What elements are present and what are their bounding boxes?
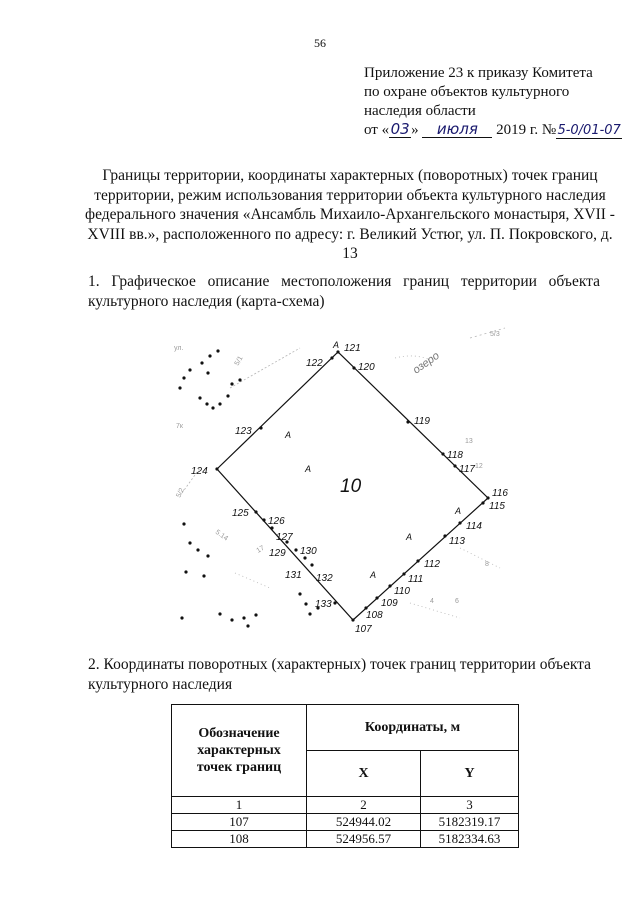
- coord-y: 5182334.63: [421, 831, 519, 848]
- point-id: 108: [172, 831, 307, 848]
- boundary-point-124: [215, 467, 218, 470]
- svg-text:13: 13: [465, 438, 473, 445]
- appendix-line-2: по охране объектов культурного: [364, 84, 570, 100]
- svg-text:4: 4: [430, 598, 434, 605]
- coord-x: 524944.02: [307, 814, 421, 831]
- lake-label: озеро: [410, 349, 442, 377]
- header-y: Y: [421, 751, 519, 797]
- svg-text:6: 6: [455, 598, 459, 605]
- date-day: 03: [390, 120, 410, 138]
- header-coordinates: Координаты, м: [307, 705, 519, 751]
- appendix-header: [364, 64, 640, 140]
- boundary-point-110: [388, 584, 391, 587]
- boundary-point-121: [336, 350, 339, 353]
- boundary-point-label-121: 121: [344, 343, 361, 354]
- date-year: 2019 г. №: [496, 122, 557, 138]
- table-row: [172, 814, 519, 831]
- boundary-point-113: [443, 534, 446, 537]
- boundary-point-label-108: 108: [366, 610, 383, 621]
- boundary-point-label-119: 119: [414, 416, 430, 427]
- section-2-heading: 2. Координаты поворотных (характерных) точек границ территории объекта культурного наследия: [88, 656, 592, 693]
- zone-marker: А: [370, 570, 377, 580]
- map-background-features: [182, 328, 505, 618]
- appendix-date-line: [364, 121, 640, 140]
- boundary-point-label-112: 112: [424, 559, 440, 570]
- header-x: X: [307, 751, 421, 797]
- date-month: июля: [422, 122, 492, 138]
- point-id: 107: [172, 814, 307, 831]
- boundary-point-112: [416, 559, 419, 562]
- boundary-point-130: [294, 548, 297, 551]
- svg-text:5/1: 5/1: [233, 355, 245, 367]
- boundary-point-117: [453, 464, 456, 467]
- boundary-point-label-123: 123: [235, 426, 252, 437]
- boundary-point-label-126: 126: [268, 516, 285, 527]
- boundary-point-109: [375, 596, 378, 599]
- boundary-point-label-118: 118: [447, 450, 463, 461]
- section-1-heading: 1. Графическое описание местоположения границ территории объекта культурного наследия (карта-схема): [88, 273, 600, 310]
- boundary-point-133: [333, 601, 336, 604]
- boundary-point-122: [330, 356, 333, 359]
- parcel-number: 10: [340, 476, 362, 497]
- svg-text:8: 8: [485, 561, 489, 568]
- boundary-point-label-129: 129: [269, 548, 286, 559]
- boundary-point-label-115: 115: [489, 501, 505, 512]
- boundary-point-125: [254, 510, 257, 513]
- boundary-point-label-116: 116: [492, 488, 508, 499]
- boundary-point-132: [310, 563, 313, 566]
- boundary-point-126: [262, 518, 265, 521]
- appendix-line-3: наследия области: [364, 103, 476, 119]
- table-row: [172, 831, 519, 848]
- boundary-point-label-132: 132: [316, 573, 333, 584]
- zone-marker: А: [285, 430, 292, 440]
- boundary-point-label-109: 109: [381, 598, 398, 609]
- column-number: 2: [307, 797, 421, 814]
- coord-x: 524956.57: [307, 831, 421, 848]
- boundary-point-label-125: 125: [232, 508, 249, 519]
- date-mid: »: [411, 122, 419, 138]
- boundary-point-label-130: 130: [300, 546, 317, 557]
- boundary-point-label-133: 133: [315, 599, 332, 610]
- zone-marker: А: [305, 464, 312, 474]
- boundary-point-111: [402, 572, 405, 575]
- date-prefix: от «: [364, 122, 390, 138]
- boundary-point-label-117: 117: [459, 464, 475, 475]
- map-tree-dots: [178, 349, 319, 627]
- boundary-point-107: [351, 618, 354, 621]
- boundary-point-115: [481, 501, 484, 504]
- boundary-point-label-120: 120: [358, 362, 375, 373]
- svg-text:5/2: 5/2: [175, 487, 186, 499]
- order-number: 5-0/01-07: [557, 123, 621, 138]
- map-faint-labels: [174, 331, 500, 605]
- zone-markers: [284, 340, 461, 580]
- svg-text:5/3: 5/3: [490, 331, 500, 338]
- boundary-point-116: [486, 496, 489, 499]
- boundary-point-114: [458, 521, 461, 524]
- boundary-point-120: [352, 366, 355, 369]
- boundary-point-label-107: 107: [355, 624, 372, 635]
- boundary-point-label-114: 114: [466, 521, 482, 532]
- coordinates-table: [171, 704, 519, 848]
- svg-text:17: 17: [255, 544, 266, 555]
- svg-text:12: 12: [475, 463, 483, 470]
- boundary-point-118: [441, 452, 444, 455]
- column-number: 1: [172, 797, 307, 814]
- boundary-point-label-131: 131: [285, 570, 302, 581]
- zone-marker: А: [406, 532, 413, 542]
- boundary-point-119: [406, 420, 409, 423]
- boundary-point-123: [259, 426, 262, 429]
- column-number: 3: [421, 797, 519, 814]
- boundary-point-label-110: 110: [394, 586, 410, 597]
- boundary-point-label-124: 124: [191, 466, 208, 477]
- zone-marker: А: [333, 340, 340, 350]
- boundary-point-label-127: 127: [276, 532, 293, 543]
- coord-y: 5182319.17: [421, 814, 519, 831]
- zone-marker: А: [455, 506, 462, 516]
- page-number: 56: [314, 36, 326, 50]
- column-number-row: [172, 797, 519, 814]
- appendix-line-1: Приложение 23 к приказу Комитета: [364, 65, 593, 81]
- svg-text:5.14: 5.14: [213, 528, 230, 543]
- svg-text:7к: 7к: [176, 423, 183, 430]
- boundary-map-diagram: [160, 318, 520, 640]
- boundary-point-label-111: 111: [408, 574, 424, 585]
- header-point-designation: Обозначение характерных точек границ: [172, 705, 307, 797]
- boundary-point-label-113: 113: [449, 536, 465, 547]
- boundary-point-label-122: 122: [306, 358, 323, 369]
- document-title: Границы территории, координаты характерных (поворотных) точек границ территории, режим использования территории объекта культурного наследия федерального значения «Ансамбль Михаило-Архангельского монастыря, XVII - XVIII вв.», расположенного по адресу: г. Великий Устюг, ул. П. Покровского, д. 13: [85, 167, 615, 262]
- svg-text:ул.: ул.: [174, 345, 184, 352]
